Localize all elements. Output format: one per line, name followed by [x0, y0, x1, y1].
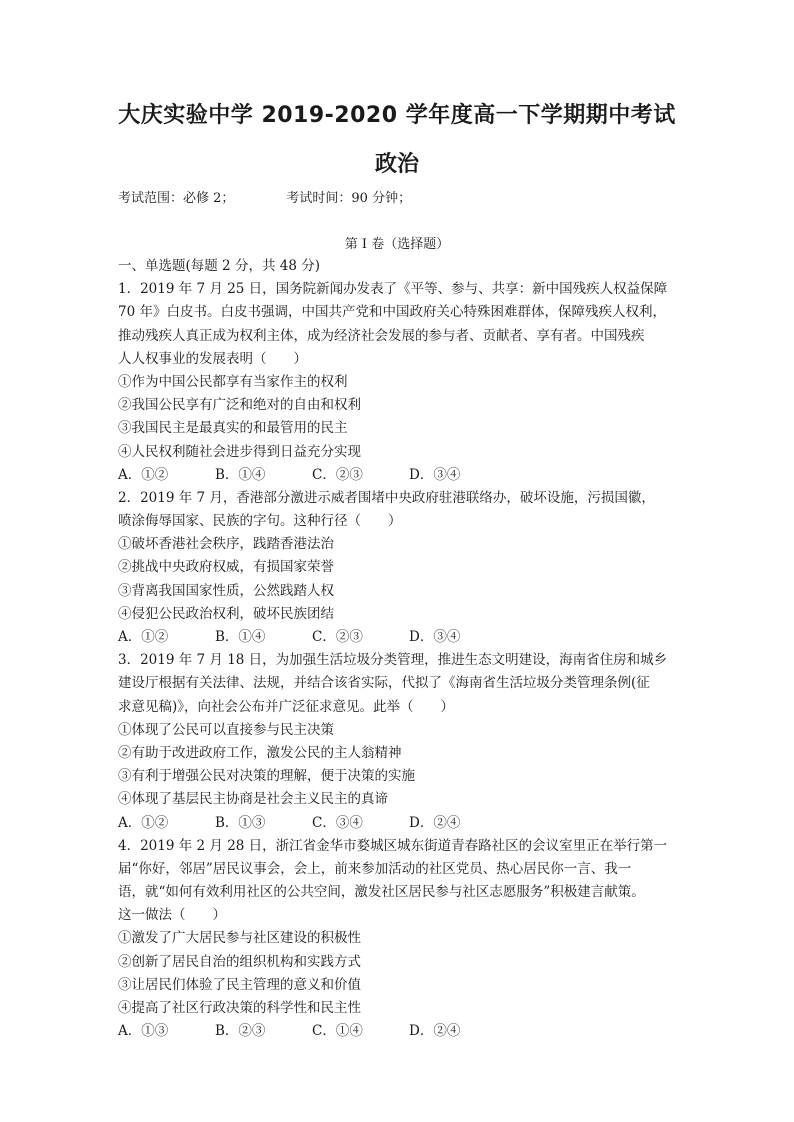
answer-choice[interactable]: B．①③ — [215, 814, 266, 831]
question-option: ②创新了居民自治的组织机构和实践方式 — [118, 953, 361, 970]
question-option: ③背离我国国家性质，公然践踏人权 — [118, 582, 334, 599]
answer-choice[interactable]: D．③④ — [409, 466, 461, 483]
answer-choices — [118, 464, 678, 487]
question-option: ①体现了公民可以直接参与民主决策 — [118, 721, 334, 738]
answer-choice[interactable]: B．②③ — [215, 1023, 266, 1040]
question-option: ②有助于改进政府工作，激发公民的主人翁精神 — [118, 744, 402, 761]
answer-choice[interactable]: D．②④ — [409, 1023, 461, 1040]
section-title: 一、单选题(每题 2 分，共 48 分) — [118, 258, 320, 274]
question-stem-line: 人人权事业的发展表明（ ） — [118, 350, 307, 367]
question-stem-line: 2．2019 年 7 月，香港部分激进示威者围堵中央政府驻港联络办，破坏设施，污损国徽， — [118, 489, 655, 506]
question-option: ②挑战中央政府权威，有损国家荣誉 — [118, 559, 334, 576]
answer-choice[interactable]: A．①③ — [118, 1023, 169, 1040]
answer-choice[interactable]: C．①④ — [312, 1023, 363, 1040]
question-1 — [118, 278, 678, 487]
answer-choices — [118, 812, 678, 835]
question-option: ①激发了广大居民参与社区建设的积极性 — [118, 930, 361, 947]
answer-choice[interactable]: B．①④ — [215, 466, 266, 483]
question-stem-line: 推动残疾人真正成为权利主体，成为经济社会发展的参与者、贡献者、享有者。中国残疾 — [118, 327, 645, 344]
question-stem-line: 这一做法（ ） — [118, 907, 226, 924]
question-option: ③我国民主是最真实的和最管用的民主 — [118, 420, 348, 437]
exam-title: 大庆实验中学 2019-2020 学年度高一下学期期中考试 — [118, 103, 676, 128]
question-2 — [118, 487, 678, 649]
question-option: ④侵犯公民政治权利，破坏民族团结 — [118, 605, 334, 622]
answer-choice[interactable]: D．③④ — [409, 629, 461, 645]
question-stem-line: 语，就“如何有效利用社区的公共空间，激发社区居民参与社区志愿服务”积极建言献策。 — [118, 884, 645, 901]
question-stem-line: 3．2019 年 7 月 18 日，为加强生活垃圾分类管理，推进生态文明建设，海南省住房和城乡 — [118, 652, 668, 669]
answer-choices — [118, 1020, 678, 1043]
exam-time: 考试时间：90 分钟； — [286, 191, 412, 206]
question-option: ③有利于增强公民对决策的理解，便于决策的实施 — [118, 768, 415, 785]
question-stem-line: 求意见稿)》，向社会公布并广泛征求意见。此举（ ） — [118, 698, 455, 715]
question-option: ④提高了社区行政决策的科学性和民主性 — [118, 1000, 361, 1016]
question-list — [118, 255, 678, 1043]
answer-choice[interactable]: D．②④ — [409, 814, 461, 831]
answer-choice[interactable]: A．①② — [118, 629, 169, 645]
exam-subject: 政治 — [374, 152, 419, 177]
exam-scope: 考试范围：必修 2； — [118, 191, 235, 206]
answer-choice[interactable]: A．①② — [118, 814, 169, 831]
answer-choice[interactable]: C．②③ — [312, 629, 363, 645]
answer-choice[interactable]: B．①④ — [215, 629, 266, 645]
answer-choice[interactable]: C．②③ — [312, 466, 363, 483]
question-stem-line: 70 年》白皮书。白皮书强调，中国共产党和中国政府关心特殊困难群体，保障残疾人权利， — [118, 304, 666, 321]
question-stem-line: 1．2019 年 7 月 25 日，国务院新闻办发表了《平等、参与、共享：新中国残疾人权益保障 — [118, 281, 668, 298]
answer-choice[interactable]: C．③④ — [312, 814, 363, 831]
answer-choices — [118, 626, 678, 649]
question-option: ①破坏香港社会秩序，践踏香港法治 — [118, 536, 334, 553]
question-option: ①作为中国公民都享有当家作主的权利 — [118, 373, 348, 390]
answer-choice[interactable]: A．①② — [118, 466, 169, 483]
question-stem-line: 届“你好，邻居”居民议事会，会上，前来参加活动的社区党员、热心居民你一言、我一 — [118, 860, 632, 877]
question-stem-line: 喷涂侮辱国家、民族的字句。这种行径（ ） — [118, 513, 402, 530]
question-stem-line: 建设厅根据有关法律、法规，并结合该省实际，代拟了《海南省生活垃圾分类管理条例(征 — [118, 675, 650, 692]
question-option: ③让居民们体验了民主管理的意义和价值 — [118, 976, 361, 993]
question-3 — [118, 649, 678, 835]
volume-label: 第 I 卷（选择题） — [344, 237, 450, 252]
exam-meta — [118, 187, 411, 206]
question-option: ④人民权利随社会进步得到日益充分实现 — [118, 443, 361, 460]
question-option: ②我国公民享有广泛和绝对的自由和权利 — [118, 397, 361, 414]
question-4 — [118, 835, 678, 1044]
question-option: ④体现了基层民主协商是社会主义民主的真谛 — [118, 791, 388, 808]
question-stem-line: 4．2019 年 2 月 28 日，浙江省金华市婺城区城东街道青春路社区的会议室里正在举行第一 — [118, 837, 668, 854]
